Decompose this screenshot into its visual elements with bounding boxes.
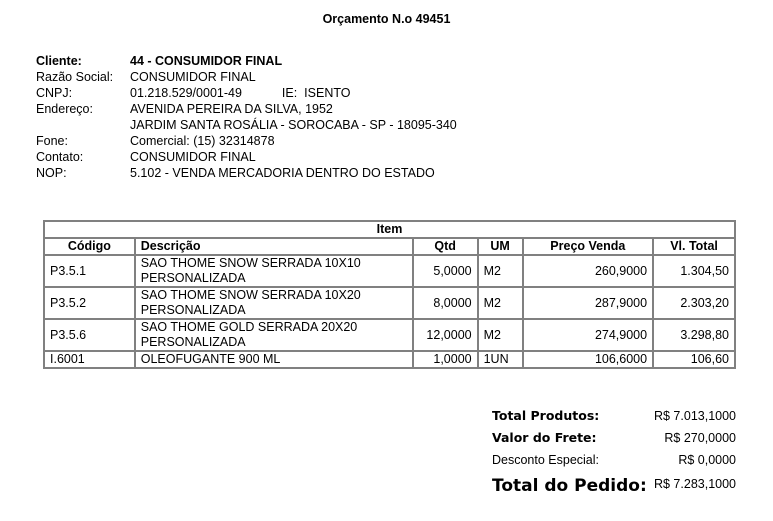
table-row xyxy=(44,351,735,368)
col-um: UM xyxy=(478,238,523,255)
cell-um: M2 xyxy=(478,319,523,351)
cell-codigo: I.6001 xyxy=(44,351,135,368)
cell-descricao: SAO THOME SNOW SERRADA 10X20 PERSONALIZADA xyxy=(135,287,413,319)
contato-label: Contato: xyxy=(36,150,84,164)
cell-descricao: SAO THOME SNOW SERRADA 10X10 PERSONALIZADA xyxy=(135,255,413,287)
cnpj-value: 01.218.529/0001-49 xyxy=(130,86,242,100)
col-qtd: Qtd xyxy=(413,238,478,255)
cell-qtd: 12,0000 xyxy=(413,319,478,351)
endereco-row-2 xyxy=(36,117,457,133)
total-pedido-row xyxy=(492,473,736,499)
cell-total: 1.304,50 xyxy=(653,255,735,287)
desconto-value: R$ 0,0000 xyxy=(678,453,736,467)
total-produtos-label: Total Produtos: xyxy=(492,408,600,423)
cell-total: 3.298,80 xyxy=(653,319,735,351)
total-pedido-label: Total do Pedido: xyxy=(492,476,647,496)
endereco-line1: AVENIDA PEREIRA DA SILVA, 1952 xyxy=(130,102,333,116)
totals-section xyxy=(492,405,736,499)
cell-qtd: 1,0000 xyxy=(413,351,478,368)
cliente-row xyxy=(36,53,457,69)
column-headers xyxy=(44,238,735,255)
client-info xyxy=(36,53,457,181)
col-preco: Preço Venda xyxy=(523,238,654,255)
document-title: Orçamento N.o 49451 xyxy=(322,12,451,26)
cell-qtd: 8,0000 xyxy=(413,287,478,319)
cell-descricao: SAO THOME GOLD SERRADA 20X20 PERSONALIZADA xyxy=(135,319,413,351)
cell-codigo: P3.5.2 xyxy=(44,287,135,319)
cell-um: M2 xyxy=(478,287,523,319)
table-row xyxy=(44,319,735,351)
cell-preco: 287,9000 xyxy=(523,287,654,319)
cell-preco: 106,6000 xyxy=(523,351,654,368)
valor-frete-row xyxy=(492,427,736,449)
col-codigo: Código xyxy=(44,238,135,255)
total-produtos-value: R$ 7.013,1000 xyxy=(653,409,736,423)
item-group-header: Item xyxy=(44,221,735,238)
contato-row xyxy=(36,149,457,165)
cell-descricao: OLEOFUGANTE 900 ML xyxy=(135,351,413,368)
valor-frete-label: Valor do Frete: xyxy=(492,430,597,445)
total-pedido-value: R$ 7.283,1000 xyxy=(653,477,736,491)
nop-row xyxy=(36,165,457,181)
cnpj-label: CNPJ: xyxy=(36,86,73,100)
razao-value: CONSUMIDOR FINAL xyxy=(130,70,256,84)
cell-um: M2 xyxy=(478,255,523,287)
desconto-row xyxy=(492,449,736,471)
razao-row xyxy=(36,69,457,85)
cell-codigo: P3.5.6 xyxy=(44,319,135,351)
cell-total: 2.303,20 xyxy=(653,287,735,319)
items-table xyxy=(43,220,736,369)
valor-frete-value: R$ 270,0000 xyxy=(664,431,736,445)
cell-codigo: P3.5.1 xyxy=(44,255,135,287)
desconto-label: Desconto Especial: xyxy=(492,453,600,467)
cell-total: 106,60 xyxy=(653,351,735,368)
cell-preco: 260,9000 xyxy=(523,255,654,287)
table-row xyxy=(44,287,735,319)
fone-value: Comercial: (15) 32314878 xyxy=(130,134,275,148)
table-row xyxy=(44,255,735,287)
col-total: Vl. Total xyxy=(653,238,735,255)
cell-qtd: 5,0000 xyxy=(413,255,478,287)
ie-label: IE: xyxy=(281,86,298,100)
razao-label: Razão Social: xyxy=(36,70,114,84)
cell-um: 1UN xyxy=(478,351,523,368)
cliente-label: Cliente: xyxy=(36,54,82,68)
cnpj-row xyxy=(36,85,457,101)
endereco-line2: JARDIM SANTA ROSÁLIA - SOROCABA - SP - 18095-340 xyxy=(130,118,457,132)
ie-value: ISENTO xyxy=(304,86,351,100)
cell-preco: 274,9000 xyxy=(523,319,654,351)
total-produtos-row xyxy=(492,405,736,427)
contato-value: CONSUMIDOR FINAL xyxy=(130,150,256,164)
fone-label: Fone: xyxy=(36,134,68,148)
nop-value: 5.102 - VENDA MERCADORIA DENTRO DO ESTADO xyxy=(130,166,435,180)
nop-label: NOP: xyxy=(36,166,67,180)
col-descricao: Descrição xyxy=(135,238,413,255)
endereco-row xyxy=(36,101,457,117)
fone-row xyxy=(36,133,457,149)
cliente-value: 44 - CONSUMIDOR FINAL xyxy=(130,54,283,68)
endereco-label: Endereço: xyxy=(36,102,93,116)
